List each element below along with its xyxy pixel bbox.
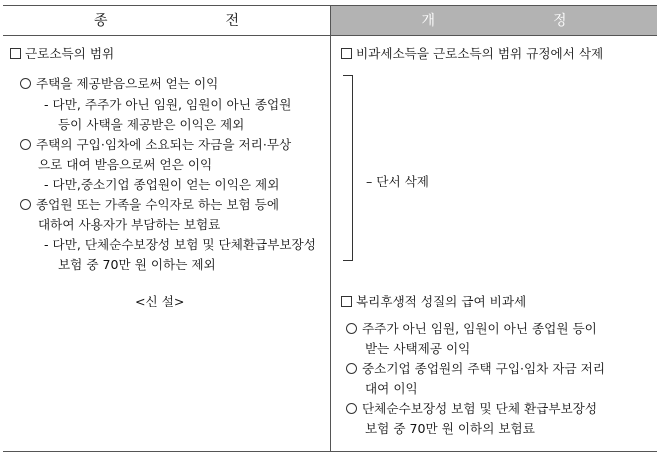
right-item1-text: 주주가 아닌 임원, 임원이 아닌 종업원 등이: [362, 321, 597, 336]
header-before-char-1: 종: [93, 13, 108, 29]
left-item3-line2: 대하여 사용자가 부담하는 보험료: [38, 217, 221, 232]
left-item1-text: 주택을 제공받음으로써 얻는 이익: [36, 76, 219, 91]
circle-bullet-icon: [346, 363, 357, 374]
bracket: [343, 75, 353, 261]
circle-bullet-icon: [20, 139, 31, 150]
right-item2-text: 중소기업 종업원의 주택 구입·임차 자금 저리: [362, 361, 605, 376]
left-item2-sub-line1: - 다만,중소기업 종업원이 얻는 이익은 제외: [44, 177, 280, 192]
right-item1-line1: [346, 318, 597, 339]
left-item1-sub-line2: 등이 사택을 제공받은 이익은 제외: [58, 117, 245, 132]
circle-bullet-icon: [346, 403, 357, 414]
left-section-title: [10, 43, 114, 64]
left-item3-sub-line2: 보험 중 70만 원 이하는 제외: [58, 257, 216, 272]
right-section2-title-text: 복리후생적 성질의 급여 비과세: [356, 294, 527, 309]
column-divider: [330, 36, 331, 451]
left-item2-line1: [20, 134, 291, 155]
new-provision-label: <신 설>: [135, 294, 185, 309]
left-item1-sub-line1: - 다만, 주주가 아닌 임원, 임원이 아닌 종업원: [44, 97, 292, 112]
left-item2-text: 주택의 구입·임차에 소요되는 자금을 저리·무상: [36, 137, 292, 152]
left-section-title-text: 근로소득의 범위: [25, 46, 115, 61]
header-before: [3, 6, 330, 36]
right-item3-text: 단체순수보장성 보험 및 단체 환급부보장성: [362, 401, 597, 416]
square-bullet-icon: [341, 296, 352, 307]
header-before-char-2: 전: [225, 13, 240, 29]
right-item3-line1: [346, 398, 597, 419]
circle-bullet-icon: [346, 323, 357, 334]
right-section1-title-text: 비과세소득을 근로소득의 범위 규정에서 삭제: [356, 46, 604, 61]
right-section2-title: [341, 291, 526, 312]
header-after: [330, 6, 657, 36]
circle-bullet-icon: [20, 199, 31, 210]
header-after-char-2: 정: [553, 13, 567, 29]
square-bullet-icon: [10, 48, 21, 59]
circle-bullet-icon: [20, 78, 31, 89]
left-item3-line1: [20, 194, 279, 215]
right-section1-title: [341, 43, 603, 64]
left-item3-text: 종업원 또는 가족을 수익자로 하는 보험 등에: [36, 197, 279, 212]
right-item3-line2: 보험 중 70만 원 이하의 보험료: [365, 421, 535, 436]
right-item2-line2: 대여 이익: [365, 381, 418, 396]
square-bullet-icon: [341, 48, 352, 59]
brace-text: – 단서 삭제: [366, 174, 429, 189]
right-item2-line1: [346, 358, 605, 379]
right-item1-line2: 받는 사택제공 이익: [365, 341, 471, 356]
left-item2-line2: 으로 대여 받음으로써 얻은 이익: [38, 157, 213, 172]
header-after-char-1: 개: [421, 13, 435, 29]
left-item1-line1: [20, 73, 218, 94]
left-item3-sub-line1: - 다만, 단체순수보장성 보험 및 단체환급부보장성: [44, 237, 316, 252]
